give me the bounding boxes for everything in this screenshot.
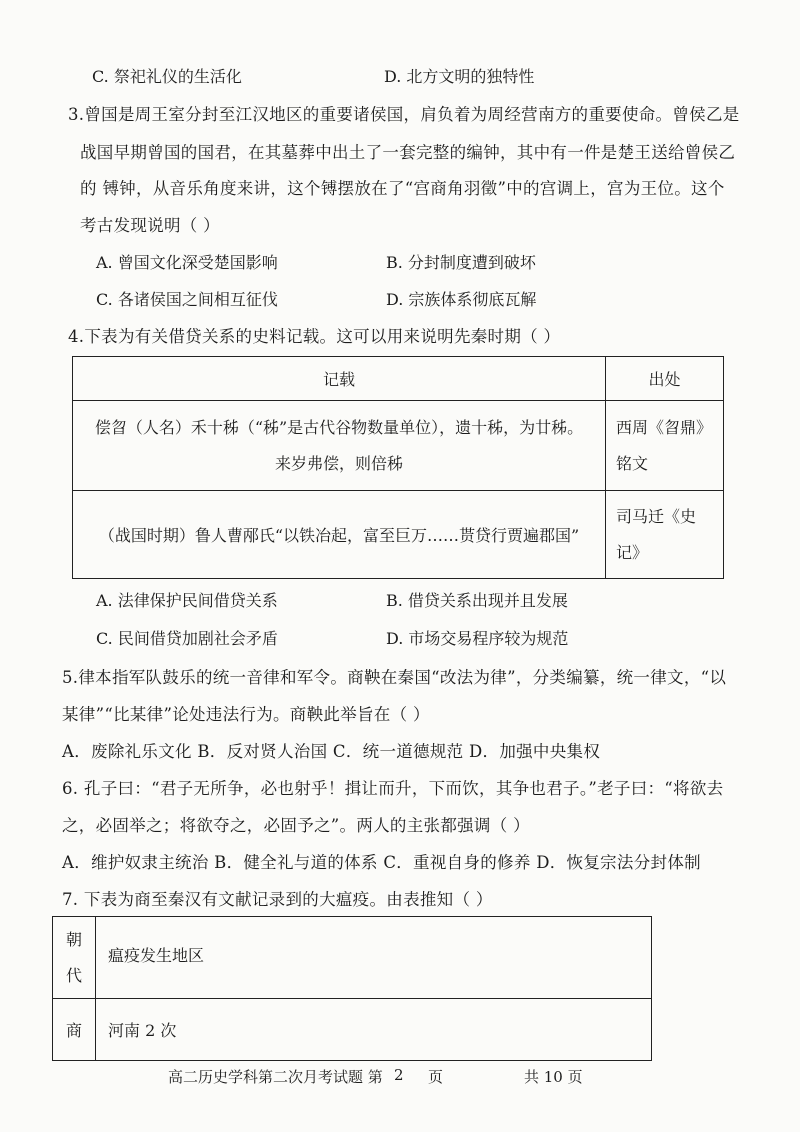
footer-page-number: 2: [394, 1066, 404, 1084]
q6-stem-line-2: 之，必固举之；将欲夺之，必固予之”。两人的主张都强调（ ）: [62, 816, 530, 835]
q3-stem-line-1: 3.曾国是周王室分封至江汉地区的重要诸侯国，肩负着为周经营南方的重要使命。曾侯乙是: [68, 105, 740, 124]
q4-row1-source-line-1: 西周《曶鼎》: [616, 417, 713, 437]
q7-table-row-1: [53, 999, 652, 1061]
q4-row2-source-line-2: 记》: [616, 542, 649, 562]
q3-stem-line-4: 考古发现说明（ ）: [80, 216, 220, 235]
q6-options: A．维护奴隶主统治 B．健全礼与道的体系 C．重视自身的修养 D．恢复宗法分封体制: [62, 853, 701, 872]
footer-total-pages: 共 10 页: [524, 1068, 583, 1086]
q3-option-a: A. 曾国文化深受楚国影响: [96, 253, 278, 272]
q7-header-dynasty-line-2: 代: [65, 965, 82, 985]
q7-row1-region: 河南 2 次: [96, 999, 652, 1061]
q4-row2-source: [606, 491, 724, 579]
q5-stem-line-2: 某律”“比某律”论处违法行为。商鞅此举旨在（ ）: [62, 705, 430, 724]
q4-row1-source: [606, 401, 724, 491]
q3-option-b: B. 分封制度遭到破坏: [386, 253, 536, 272]
q4-row1-record-line-1: 偿曶（人名）禾十秭（“秭”是古代谷物数量单位），遗十秭，为廿秭。: [94, 417, 584, 437]
q4-option-c: C. 民间借贷加剧社会矛盾: [96, 629, 278, 648]
footer-exam-title: 高二历史学科第二次月考试题 第: [168, 1068, 383, 1086]
q4-stem: 4.下表为有关借贷关系的史料记载。这可以用来说明先秦时期（ ）: [68, 327, 561, 346]
q4-row2-source-line-1: 司马迁《史: [616, 506, 697, 526]
q4-option-d: D. 市场交易程序较为规范: [386, 629, 569, 648]
q4-table-row-1: [73, 401, 724, 491]
q3-stem-line-3: 的 镈钟，从音乐角度来讲，这个镈摆放在了“宫商角羽徵”中的宫调上，宫为王位。这个: [80, 179, 725, 198]
q4-table-header-row: [73, 357, 724, 401]
q5-options: A．废除礼乐文化 B．反对贤人治国 C．统一道德规范 D．加强中央集权: [62, 742, 601, 761]
q4-row1-source-line-2: 铭文: [616, 453, 649, 473]
q4-table-row-2: [73, 491, 724, 579]
q3-option-c: C. 各诸侯国之间相互征伐: [96, 290, 278, 309]
q4-header-record: 记载: [73, 357, 606, 401]
q3-option-d: D. 宗族体系彻底瓦解: [386, 290, 537, 309]
q4-option-b: B. 借贷关系出现并且发展: [386, 591, 568, 610]
q4-loan-records-table: [72, 356, 724, 579]
q2-option-d: D. 北方文明的独特性: [384, 67, 535, 86]
q6-stem-line-1: 6. 孔子曰：“君子无所争，必也射乎！揖让而升，下而饮，其争也君子。”老子曰：“将欲去: [62, 779, 724, 798]
q4-option-a: A. 法律保护民间借贷关系: [96, 591, 278, 610]
q7-row1-dynasty: 商: [53, 999, 96, 1061]
q5-stem-line-1: 5.律本指军队鼓乐的统一音律和军令。商鞅在秦国“改法为律”，分类编纂，统一律文，“以: [62, 668, 727, 687]
q7-plague-table: [52, 916, 652, 1061]
q7-header-dynasty: [53, 917, 96, 999]
q4-row1-record: [73, 401, 606, 491]
q7-table-header-row: [53, 917, 652, 999]
q7-header-dynasty-line-1: 朝: [65, 929, 82, 949]
footer-page-label: 页: [428, 1068, 444, 1086]
q4-header-source: 出处: [606, 357, 724, 401]
q4-row1-record-line-2: 来岁弗偿，则倍秭: [274, 453, 403, 473]
q7-header-region: 瘟疫发生地区: [96, 917, 652, 999]
q3-stem-line-2: 战国早期曾国的国君，在其墓葬中出土了一套完整的编钟，其中有一件是楚王送给曾侯乙: [80, 143, 736, 162]
q7-stem: 7. 下表为商至秦汉有文献记录到的大瘟疫。由表推知（ ）: [62, 890, 493, 909]
q2-option-c: C. 祭祀礼仪的生活化: [92, 67, 242, 86]
q4-row2-record: （战国时期）鲁人曹邴氏“以铁冶起，富至巨万……贳贷行贾遍郡国”: [73, 491, 606, 579]
